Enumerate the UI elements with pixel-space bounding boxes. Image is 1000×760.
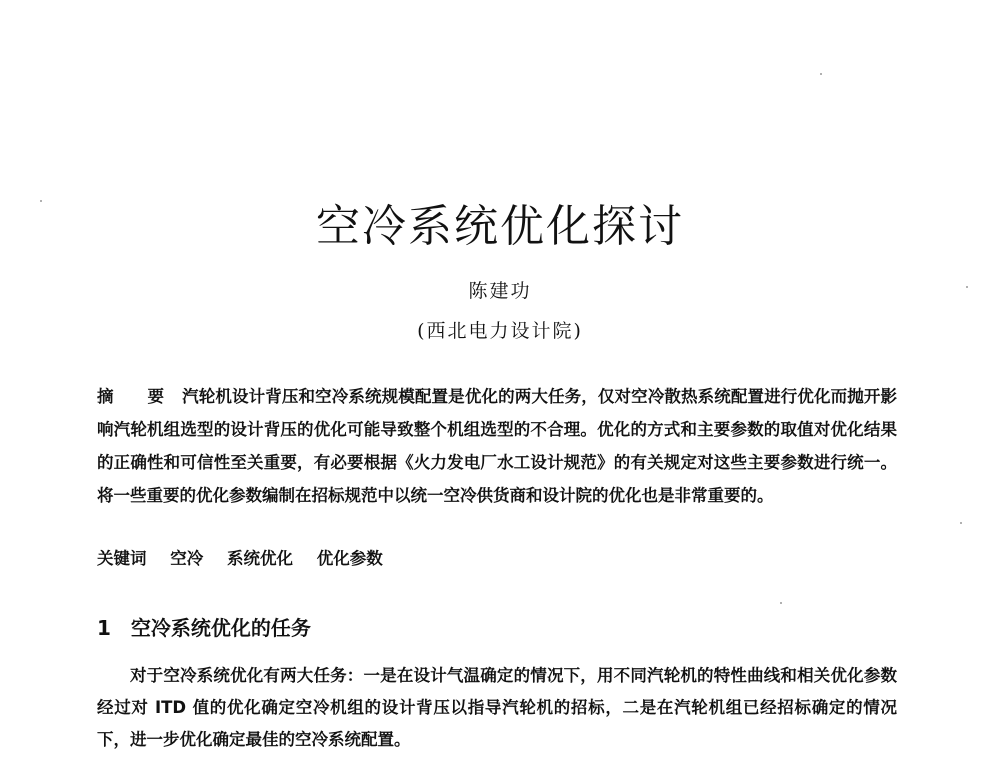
scan-speck: [960, 522, 962, 524]
keyword-item: 空冷: [170, 549, 204, 568]
scan-speck: [780, 602, 782, 604]
keyword-item: 优化参数: [316, 549, 383, 568]
section-paragraph: 对于空冷系统优化有两大任务：一是在设计气温确定的情况下，用不同汽轮机的特性曲线和相关优化参数经过对 ITD 值的优化确定空冷机组的设计背压以指导汽轮机的招标，二是在汽轮机组已经招标确定的情况下，进一步优化确定最佳的空冷系统配置。: [97, 666, 897, 749]
scan-speck: [966, 286, 968, 288]
section-number: 1: [97, 616, 111, 640]
keywords-block: [97, 545, 897, 569]
abstract-label: 摘 要: [97, 387, 179, 406]
keyword-item: 系统优化: [227, 549, 293, 568]
section-title: 空冷系统优化的任务: [130, 616, 311, 640]
author-affiliation: (西北电力设计院): [417, 320, 583, 342]
author-name: 陈建功: [468, 280, 532, 302]
abstract-block: [97, 380, 897, 512]
section-heading: [97, 612, 311, 641]
scan-speck: [40, 200, 42, 202]
paper-title: 空冷系统优化探讨: [316, 201, 684, 252]
keywords-label: 关键词: [97, 549, 147, 568]
scan-speck: [820, 73, 822, 75]
abstract-text: 汽轮机设计背压和空冷系统规模配置是优化的两大任务，仅对空冷散热系统配置进行优化而抛开影响汽轮机组选型的设计背压的优化可能导致整个机组选型的不合理。优化的方式和主要参数的取值对优化结果的正确性和可信性至关重要，有必要根据《火力发电厂水工设计规范》的有关规定对这些主要参数进行统一。将一些重要的优化参数编制在招标规范中以统一空冷供货商和设计院的优化也是非常重要的。: [97, 387, 898, 505]
